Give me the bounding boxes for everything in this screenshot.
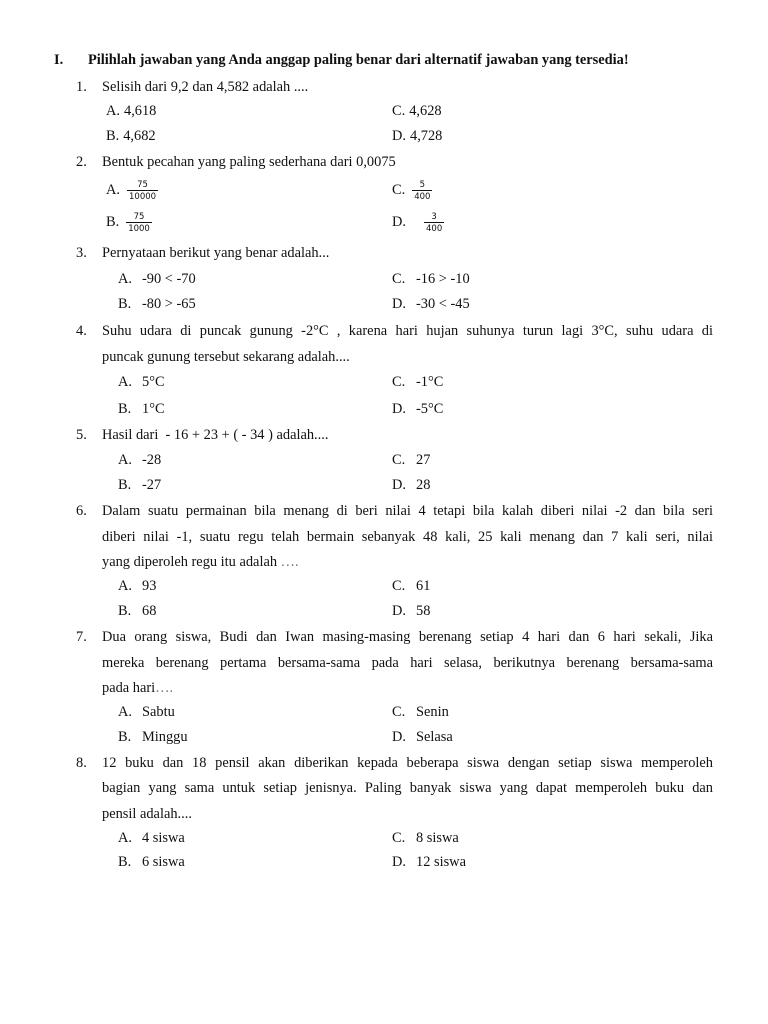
option-d [392, 400, 443, 418]
option-text: 6 siswa [142, 854, 185, 870]
option-text: 5°C [142, 374, 165, 390]
fraction-denominator: 10000 [129, 191, 157, 202]
option-letter: A. [118, 452, 132, 468]
option-text: 4,618 [124, 103, 157, 119]
option-text: 4 siswa [142, 830, 185, 846]
option-letter: B. [118, 729, 132, 745]
option-text: 68 [142, 603, 157, 619]
option-letter: D. [392, 214, 406, 230]
section-instruction [54, 51, 629, 69]
option-letter: C. [392, 374, 406, 390]
fraction-numerator: 75 [133, 211, 145, 222]
question-number: 7. [76, 629, 87, 645]
option-a [106, 102, 156, 120]
option-text: -27 [142, 477, 162, 493]
option-a [106, 178, 158, 202]
option-letter: A. [118, 704, 132, 720]
option-text: 61 [416, 578, 431, 594]
question-number: 5. [76, 427, 87, 443]
stem-text: yang diperoleh regu itu adalah [102, 554, 278, 570]
fraction-denominator: 1000 [128, 223, 150, 234]
option-text: -80 > -65 [142, 296, 196, 312]
question-number: 3. [76, 245, 87, 261]
fraction [412, 180, 432, 202]
option-text: 1°C [142, 401, 165, 417]
option-letter: B. [118, 401, 132, 417]
option-text: Sabtu [142, 704, 175, 720]
fraction-denominator: 400 [426, 223, 443, 234]
option-letter: B. [106, 128, 120, 144]
fraction-denominator: 400 [414, 191, 431, 202]
question-stem: Selisih dari 9,2 dan 4,582 adalah .... [102, 79, 309, 95]
option-b [118, 853, 185, 871]
option-text: -90 < -70 [142, 271, 196, 287]
option-b [118, 400, 165, 418]
instruction-text: Pilihlah jawaban yang Anda anggap paling benar dari alternatif jawaban yang tersedia! [88, 52, 629, 68]
question-stem-line-1: Suhu udara di puncak gunung -2°C , karena hari hujan suhunya turun lagi 3°C, suhu udara di [102, 323, 713, 339]
option-letter: B. [118, 603, 132, 619]
option-a [118, 451, 161, 469]
option-text: Minggu [142, 729, 188, 745]
option-letter: B. [118, 296, 132, 312]
question-stem-line-3 [102, 679, 173, 697]
option-text: -30 < -45 [416, 296, 470, 312]
option-letter: A. [106, 182, 120, 198]
question-stem: Hasil dari - 16 + 23 + ( - 34 ) adalah.... [102, 427, 329, 443]
option-text: -5°C [416, 401, 444, 417]
option-text: 28 [416, 477, 431, 493]
option-d [392, 210, 444, 234]
fraction [424, 212, 444, 234]
option-letter: A. [118, 271, 132, 287]
option-letter: B. [106, 214, 120, 230]
option-d [392, 602, 430, 620]
option-d [392, 127, 442, 145]
option-letter: D. [392, 296, 406, 312]
option-a [118, 577, 156, 595]
option-text: 12 siswa [416, 854, 466, 870]
question-stem-line-3: pensil adalah.... [102, 806, 192, 822]
fraction-numerator: 3 [431, 211, 437, 222]
option-letter: C. [392, 578, 406, 594]
option-c [392, 829, 459, 847]
option-a [118, 703, 175, 721]
option-d [392, 728, 453, 746]
option-text: -28 [142, 452, 162, 468]
option-letter: C. [392, 182, 406, 198]
question-stem-line-1: Dalam suatu permainan bila menang di beri nilai 4 tetapi bila kalah diberi nilai -2 dan bila seri [102, 503, 713, 519]
option-c [392, 703, 449, 721]
option-a [118, 373, 165, 391]
question-stem-line-2: mereka berenang pertama bersama-sama pada hari selasa, berikutnya berenang bersama-sama [102, 655, 713, 671]
option-letter: D. [392, 729, 406, 745]
option-letter: C. [392, 830, 406, 846]
question-number: 6. [76, 503, 87, 519]
option-text: 58 [416, 603, 431, 619]
option-text: 4,628 [409, 103, 442, 119]
option-b [118, 602, 156, 620]
option-b [118, 476, 161, 494]
option-letter: C. [392, 704, 406, 720]
option-c [392, 102, 442, 120]
trailing-dots: …. [280, 554, 299, 570]
section-number: I. [54, 52, 64, 68]
question-stem-line-1: Dua orang siswa, Budi dan Iwan masing-masing berenang setiap 4 hari dan 6 hari sekali, Jika [102, 629, 713, 645]
option-text: 8 siswa [416, 830, 459, 846]
option-letter: B. [118, 854, 132, 870]
trailing-dots: …. [155, 680, 174, 696]
option-text: 4,682 [123, 128, 156, 144]
option-text: Selasa [416, 729, 453, 745]
option-text: 4,728 [410, 128, 443, 144]
fraction [127, 180, 158, 202]
option-b [106, 127, 156, 145]
option-b [106, 210, 152, 234]
option-letter: A. [106, 103, 120, 119]
question-number: 2. [76, 154, 87, 170]
option-a [118, 829, 185, 847]
option-text: 27 [416, 452, 431, 468]
question-stem-line-2: diberi nilai -1, suatu regu telah bermain sebanyak 48 kali, 25 kali menang dan 7 kali seri, nilai [102, 529, 713, 545]
question-number: 1. [76, 79, 87, 95]
option-letter: A. [118, 830, 132, 846]
option-c [392, 373, 443, 391]
option-d [392, 295, 470, 313]
option-text: -16 > -10 [416, 271, 470, 287]
option-letter: D. [392, 128, 406, 144]
option-c [392, 178, 432, 202]
option-letter: C. [392, 271, 406, 287]
option-letter: B. [118, 477, 132, 493]
option-b [118, 295, 196, 313]
option-d [392, 853, 466, 871]
question-number: 8. [76, 755, 87, 771]
question-stem-line-2: puncak gunung tersebut sekarang adalah.... [102, 349, 350, 365]
question-stem-line-2: bagian yang sama untuk setiap jenisnya. Paling banyak siswa yang dapat memperoleh buku dan [102, 780, 713, 796]
option-c [392, 577, 430, 595]
option-letter: C. [392, 103, 406, 119]
option-letter: D. [392, 477, 406, 493]
question-stem-line-3 [102, 553, 299, 571]
option-letter: A. [118, 374, 132, 390]
option-letter: D. [392, 603, 406, 619]
option-letter: D. [392, 401, 406, 417]
question-stem: Bentuk pecahan yang paling sederhana dari 0,0075 [102, 154, 396, 170]
fraction [126, 212, 152, 234]
option-d [392, 476, 430, 494]
option-text: -1°C [416, 374, 444, 390]
option-c [392, 270, 470, 288]
option-letter: C. [392, 452, 406, 468]
question-number: 4. [76, 323, 87, 339]
question-stem: Pernyataan berikut yang benar adalah... [102, 245, 330, 261]
option-text: Senin [416, 704, 449, 720]
fraction-numerator: 5 [419, 179, 426, 190]
option-a [118, 270, 196, 288]
option-b [118, 728, 188, 746]
option-c [392, 451, 430, 469]
fraction-numerator: 75 [137, 179, 148, 190]
option-letter: D. [392, 854, 406, 870]
option-text: 93 [142, 578, 157, 594]
option-letter: A. [118, 578, 132, 594]
stem-text: pada hari [102, 680, 156, 696]
question-stem-line-1: 12 buku dan 18 pensil akan diberikan kepada beberapa siswa dengan setiap siswa memperoleh [102, 755, 713, 771]
